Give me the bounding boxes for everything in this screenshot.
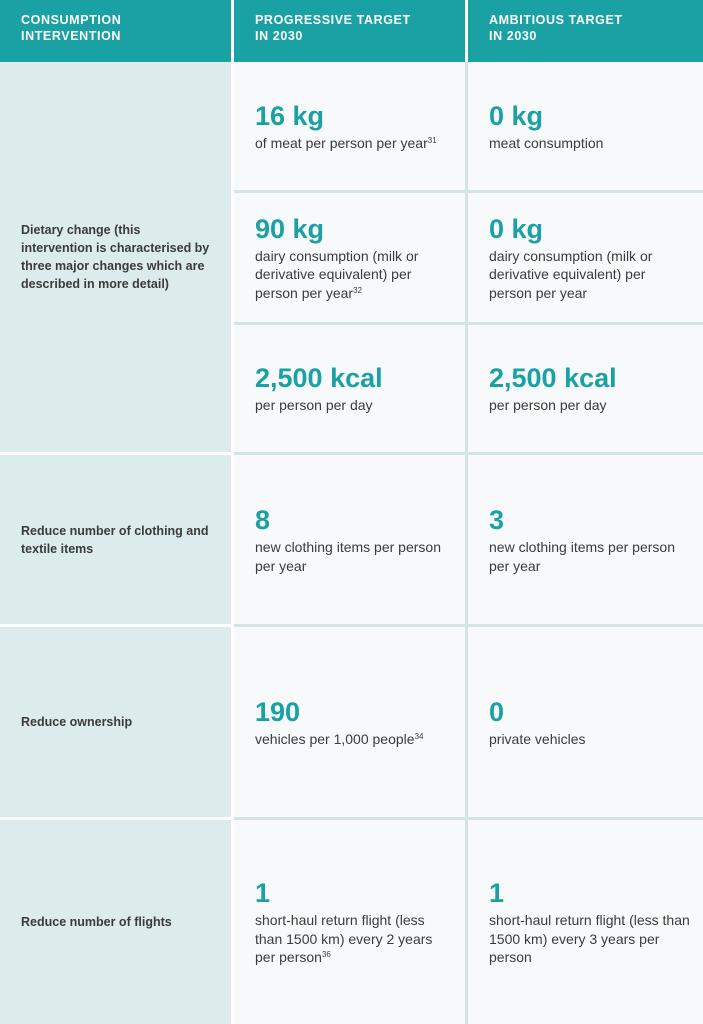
target-value: 8: [255, 505, 271, 535]
target-description: [255, 730, 453, 749]
header-col1-line1: CONSUMPTION: [21, 13, 122, 27]
target-description: per person per day: [255, 397, 373, 414]
header-col3-line1: AMBITIOUS TARGET: [489, 13, 623, 27]
footnote-ref: 36: [321, 950, 331, 960]
cell-kcal-ambitious: [468, 325, 703, 455]
target-value: 2,500 kcal: [489, 363, 617, 394]
target-description: [255, 247, 453, 303]
row-label-text: Reduce ownership: [21, 715, 133, 729]
header-col1-line2: INTERVENTION: [21, 29, 122, 43]
footnote-ref: 32: [353, 285, 362, 295]
target-value: 0 kg: [489, 100, 544, 131]
row-label-clothing: [0, 455, 234, 627]
cell-dairy-progressive: [234, 193, 468, 325]
row-label-text: Dietary change (this intervention is characterised by three major changes which are described in more detail): [21, 223, 210, 291]
header-col2-line2: IN 2030: [255, 29, 303, 43]
cell-kcal-progressive: [234, 325, 468, 455]
row-label-text: Reduce number of clothing and textile items: [21, 523, 209, 556]
footnote-ref: 31: [427, 135, 437, 145]
footnote-ref: 34: [414, 731, 424, 741]
target-description: [255, 134, 453, 153]
row-label-text: Reduce number of flights: [21, 915, 172, 929]
row-label-ownership: [0, 627, 234, 820]
header-progressive-target: [234, 0, 468, 62]
target-description: new clothing items per person per year: [489, 539, 675, 574]
target-description: new clothing items per person per year: [255, 539, 441, 574]
target-description-text: dairy consumption (milk or derivative equivalent) per person per year: [255, 247, 419, 301]
target-value: 0: [489, 696, 505, 727]
target-description-text: short-haul return flight (less than 1500 km) every 2 years per person: [255, 912, 433, 966]
target-description: [255, 911, 453, 967]
target-value: 1: [255, 878, 271, 909]
target-value: 2,500 kcal: [255, 363, 383, 394]
target-description: dairy consumption (milk or derivative equivalent) per person per year: [489, 247, 653, 301]
row-label-flights: [0, 820, 234, 1024]
header-ambitious-target: [468, 0, 703, 62]
cell-meat-ambitious: [468, 62, 703, 193]
cell-clothing-progressive: [234, 455, 468, 627]
target-description: per person per day: [489, 397, 607, 414]
cell-ownership-progressive: [234, 627, 468, 820]
cell-ownership-ambitious: [468, 627, 703, 820]
target-description-text: of meat per person per year: [255, 134, 428, 151]
target-value: 90 kg: [255, 213, 325, 244]
target-description-text: vehicles per 1,000 people: [255, 730, 415, 747]
target-value: 0 kg: [489, 213, 544, 244]
target-description: meat consumption: [489, 134, 604, 151]
header-consumption-intervention: [0, 0, 234, 62]
cell-meat-progressive: [234, 62, 468, 193]
target-description: short-haul return flight (less than 1500 km) every 3 years per person: [489, 912, 690, 966]
cell-flights-ambitious: [468, 820, 703, 1024]
target-value: 190: [255, 696, 301, 727]
header-col3-line2: IN 2030: [489, 29, 537, 43]
target-value: 1: [489, 878, 505, 909]
header-col2-line1: PROGRESSIVE TARGET: [255, 13, 411, 27]
cell-flights-progressive: [234, 820, 468, 1024]
target-description: private vehicles: [489, 730, 586, 747]
target-value: 16 kg: [255, 100, 325, 131]
row-label-dietary-change: [0, 62, 234, 455]
cell-dairy-ambitious: [468, 193, 703, 325]
cell-clothing-ambitious: [468, 455, 703, 627]
target-value: 3: [489, 505, 505, 535]
